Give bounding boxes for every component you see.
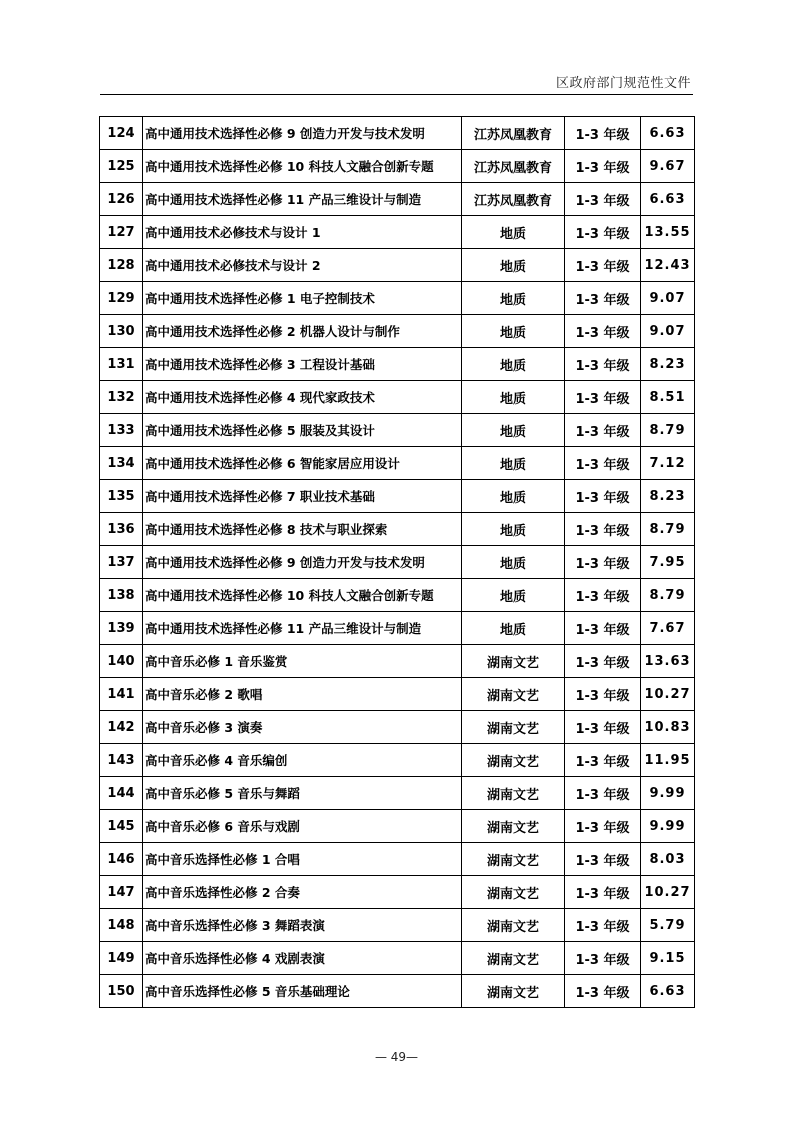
price: 9.07 (641, 315, 695, 348)
row-number: 149 (100, 942, 143, 975)
table-row (100, 414, 695, 447)
price: 9.99 (641, 810, 695, 843)
textbook-title: 高中通用技术必修技术与设计 2 (143, 249, 462, 282)
textbook-title: 高中音乐选择性必修 2 合奏 (143, 876, 462, 909)
publisher: 地质 (462, 579, 565, 612)
textbook-title: 高中音乐选择性必修 3 舞蹈表演 (143, 909, 462, 942)
price: 6.63 (641, 117, 695, 150)
row-number: 128 (100, 249, 143, 282)
table-row (100, 447, 695, 480)
row-number: 133 (100, 414, 143, 447)
grade-range: 1-3 年级 (565, 909, 641, 942)
table-row (100, 117, 695, 150)
publisher: 地质 (462, 546, 565, 579)
textbook-title: 高中通用技术选择性必修 11 产品三维设计与制造 (143, 612, 462, 645)
row-number: 126 (100, 183, 143, 216)
table-row (100, 150, 695, 183)
publisher: 地质 (462, 348, 565, 381)
row-number: 141 (100, 678, 143, 711)
grade-range: 1-3 年级 (565, 315, 641, 348)
textbook-title: 高中音乐选择性必修 4 戏剧表演 (143, 942, 462, 975)
textbook-title: 高中音乐必修 6 音乐与戏剧 (143, 810, 462, 843)
price: 10.83 (641, 711, 695, 744)
row-number: 150 (100, 975, 143, 1008)
textbook-title: 高中通用技术选择性必修 9 创造力开发与技术发明 (143, 546, 462, 579)
table-row (100, 909, 695, 942)
publisher: 湖南文艺 (462, 975, 565, 1008)
table-row (100, 381, 695, 414)
price: 9.99 (641, 777, 695, 810)
table-row (100, 579, 695, 612)
grade-range: 1-3 年级 (565, 348, 641, 381)
textbook-title: 高中通用技术选择性必修 2 机器人设计与制作 (143, 315, 462, 348)
row-number: 142 (100, 711, 143, 744)
table-row (100, 777, 695, 810)
textbook-title: 高中通用技术选择性必修 1 电子控制技术 (143, 282, 462, 315)
table-row (100, 711, 695, 744)
textbook-table-body (100, 117, 695, 1008)
table-row (100, 678, 695, 711)
row-number: 129 (100, 282, 143, 315)
price: 10.27 (641, 876, 695, 909)
grade-range: 1-3 年级 (565, 282, 641, 315)
grade-range: 1-3 年级 (565, 183, 641, 216)
publisher: 湖南文艺 (462, 711, 565, 744)
row-number: 140 (100, 645, 143, 678)
textbook-title: 高中音乐必修 4 音乐编创 (143, 744, 462, 777)
table-row (100, 183, 695, 216)
row-number: 124 (100, 117, 143, 150)
row-number: 125 (100, 150, 143, 183)
row-number: 139 (100, 612, 143, 645)
row-number: 130 (100, 315, 143, 348)
textbook-title: 高中音乐必修 1 音乐鉴赏 (143, 645, 462, 678)
textbook-title: 高中通用技术选择性必修 11 产品三维设计与制造 (143, 183, 462, 216)
publisher: 江苏凤凰教育 (462, 150, 565, 183)
grade-range: 1-3 年级 (565, 975, 641, 1008)
row-number: 135 (100, 480, 143, 513)
publisher: 湖南文艺 (462, 909, 565, 942)
textbook-title: 高中音乐选择性必修 1 合唱 (143, 843, 462, 876)
row-number: 136 (100, 513, 143, 546)
table-row (100, 612, 695, 645)
publisher: 地质 (462, 414, 565, 447)
grade-range: 1-3 年级 (565, 216, 641, 249)
publisher: 地质 (462, 282, 565, 315)
table-row (100, 315, 695, 348)
publisher: 地质 (462, 249, 565, 282)
table-row (100, 744, 695, 777)
row-number: 148 (100, 909, 143, 942)
grade-range: 1-3 年级 (565, 843, 641, 876)
price: 12.43 (641, 249, 695, 282)
grade-range: 1-3 年级 (565, 810, 641, 843)
row-number: 146 (100, 843, 143, 876)
grade-range: 1-3 年级 (565, 612, 641, 645)
textbook-title: 高中通用技术必修技术与设计 1 (143, 216, 462, 249)
price: 8.79 (641, 579, 695, 612)
table-row (100, 810, 695, 843)
publisher: 湖南文艺 (462, 810, 565, 843)
grade-range: 1-3 年级 (565, 711, 641, 744)
table-row (100, 546, 695, 579)
grade-range: 1-3 年级 (565, 513, 641, 546)
table-row (100, 942, 695, 975)
textbook-title: 高中通用技术选择性必修 10 科技人文融合创新专题 (143, 579, 462, 612)
publisher: 湖南文艺 (462, 777, 565, 810)
grade-range: 1-3 年级 (565, 678, 641, 711)
grade-range: 1-3 年级 (565, 249, 641, 282)
grade-range: 1-3 年级 (565, 150, 641, 183)
publisher: 湖南文艺 (462, 678, 565, 711)
table-row (100, 645, 695, 678)
row-number: 131 (100, 348, 143, 381)
grade-range: 1-3 年级 (565, 942, 641, 975)
table-row (100, 282, 695, 315)
price: 10.27 (641, 678, 695, 711)
grade-range: 1-3 年级 (565, 777, 641, 810)
row-number: 137 (100, 546, 143, 579)
row-number: 143 (100, 744, 143, 777)
publisher: 地质 (462, 513, 565, 546)
price: 8.23 (641, 348, 695, 381)
textbook-title: 高中通用技术选择性必修 8 技术与职业探索 (143, 513, 462, 546)
textbook-table (99, 116, 695, 1008)
price: 9.07 (641, 282, 695, 315)
textbook-title: 高中通用技术选择性必修 3 工程设计基础 (143, 348, 462, 381)
grade-range: 1-3 年级 (565, 645, 641, 678)
textbook-title: 高中通用技术选择性必修 7 职业技术基础 (143, 480, 462, 513)
textbook-title: 高中通用技术选择性必修 6 智能家居应用设计 (143, 447, 462, 480)
price: 8.03 (641, 843, 695, 876)
publisher: 江苏凤凰教育 (462, 117, 565, 150)
table-row (100, 249, 695, 282)
publisher: 地质 (462, 315, 565, 348)
publisher: 湖南文艺 (462, 942, 565, 975)
textbook-title: 高中音乐选择性必修 5 音乐基础理论 (143, 975, 462, 1008)
table-row (100, 975, 695, 1008)
price: 8.79 (641, 414, 695, 447)
row-number: 132 (100, 381, 143, 414)
row-number: 145 (100, 810, 143, 843)
textbook-title: 高中音乐必修 2 歌唱 (143, 678, 462, 711)
textbook-title: 高中音乐必修 5 音乐与舞蹈 (143, 777, 462, 810)
price: 13.55 (641, 216, 695, 249)
publisher: 湖南文艺 (462, 645, 565, 678)
grade-range: 1-3 年级 (565, 546, 641, 579)
row-number: 147 (100, 876, 143, 909)
price: 8.79 (641, 513, 695, 546)
table-row (100, 480, 695, 513)
price: 9.67 (641, 150, 695, 183)
price: 7.95 (641, 546, 695, 579)
publisher: 地质 (462, 612, 565, 645)
publisher: 地质 (462, 480, 565, 513)
price: 8.51 (641, 381, 695, 414)
table-row (100, 216, 695, 249)
row-number: 127 (100, 216, 143, 249)
table-row (100, 348, 695, 381)
row-number: 144 (100, 777, 143, 810)
row-number: 134 (100, 447, 143, 480)
textbook-title: 高中通用技术选择性必修 10 科技人文融合创新专题 (143, 150, 462, 183)
price: 13.63 (641, 645, 695, 678)
grade-range: 1-3 年级 (565, 579, 641, 612)
table-row (100, 513, 695, 546)
table-row (100, 876, 695, 909)
publisher: 湖南文艺 (462, 876, 565, 909)
textbook-title: 高中通用技术选择性必修 4 现代家政技术 (143, 381, 462, 414)
price: 7.12 (641, 447, 695, 480)
price: 11.95 (641, 744, 695, 777)
grade-range: 1-3 年级 (565, 480, 641, 513)
grade-range: 1-3 年级 (565, 447, 641, 480)
page-number: — 49— (374, 1050, 419, 1064)
row-number: 138 (100, 579, 143, 612)
price: 7.67 (641, 612, 695, 645)
publisher: 江苏凤凰教育 (462, 183, 565, 216)
table-row (100, 843, 695, 876)
page-header (100, 70, 693, 95)
textbook-title: 高中通用技术选择性必修 5 服装及其设计 (143, 414, 462, 447)
publisher: 地质 (462, 216, 565, 249)
price: 8.23 (641, 480, 695, 513)
price: 6.63 (641, 975, 695, 1008)
price: 6.63 (641, 183, 695, 216)
publisher: 地质 (462, 381, 565, 414)
grade-range: 1-3 年级 (565, 117, 641, 150)
textbook-title: 高中通用技术选择性必修 9 创造力开发与技术发明 (143, 117, 462, 150)
price: 5.79 (641, 909, 695, 942)
textbook-title: 高中音乐必修 3 演奏 (143, 711, 462, 744)
grade-range: 1-3 年级 (565, 381, 641, 414)
publisher: 湖南文艺 (462, 744, 565, 777)
grade-range: 1-3 年级 (565, 876, 641, 909)
publisher: 湖南文艺 (462, 843, 565, 876)
price: 9.15 (641, 942, 695, 975)
publisher: 地质 (462, 447, 565, 480)
grade-range: 1-3 年级 (565, 414, 641, 447)
document-category-label: 区政府部门规范性文件 (555, 76, 691, 91)
grade-range: 1-3 年级 (565, 744, 641, 777)
